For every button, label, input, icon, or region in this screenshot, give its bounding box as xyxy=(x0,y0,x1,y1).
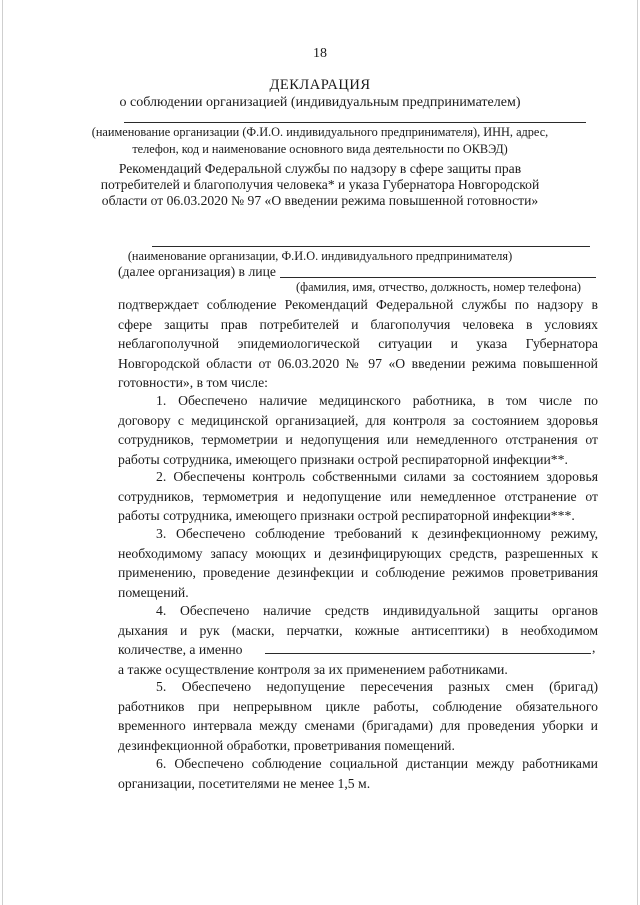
org-name-fill-line xyxy=(152,246,590,247)
item-line: 5. Обеспечено недопущение пересечения разных смен (бригад) xyxy=(156,679,598,694)
item-line: 1. Обеспечено наличие медицинского работника, в том числе по xyxy=(156,393,598,408)
item-5 xyxy=(118,677,598,755)
ppe-fill-comma: , xyxy=(592,640,596,655)
intro-paragraph xyxy=(118,295,598,393)
intro-line: Новгородской области от 06.03.2020 № 97 «О введении режима повышенной xyxy=(118,355,598,371)
item-line: 2. Обеспечены контроль собственными силами за состоянием здоровья xyxy=(156,469,598,484)
item-line: дезинфекционной обработки, проветривания помещений. xyxy=(118,737,455,753)
item-line: 4. Обеспечено наличие средств индивидуальной защиты органов xyxy=(156,603,598,618)
intro-line: готовности», в том числе: xyxy=(118,375,268,391)
item-3 xyxy=(118,524,598,602)
item-6 xyxy=(118,754,598,793)
intro-line: сфере защиты прав потребителей и благополучия человека в условиях xyxy=(118,316,598,332)
item-line: 3. Обеспечено соблюдение требований к дезинфекционному режиму, xyxy=(156,526,598,541)
person-caption: (фамилия, имя, отчество, должность, номер телефона) xyxy=(296,280,582,294)
item-line: дыхания и рук (маски, перчатки, кожные антисептики) в необходимом xyxy=(118,622,598,638)
document-title: ДЕКЛАРАЦИЯ xyxy=(269,77,371,93)
item-line: работы сотрудника, имеющего признаки острой респираторной инфекции**. xyxy=(118,451,568,467)
item-line: применению, проведение дезинфекции и соблюдение режимов проветривания xyxy=(118,565,598,581)
item-line: работников при непрерывном цикле работы, соблюдение обязательного xyxy=(118,698,598,714)
item-line: 6. Обеспечено соблюдение социальной дистанции между работниками xyxy=(156,756,598,771)
ppe-fill-line xyxy=(265,653,591,654)
item-2 xyxy=(118,467,598,526)
item-line: количестве, а именно xyxy=(118,642,243,658)
item-line: работы сотрудника, имеющего признаки острой респираторной инфекции***. xyxy=(118,508,575,524)
item-line: сотрудников, термометрия и недопущение или немедленное отстранение от xyxy=(118,488,598,504)
recommendations-heading-line-2: потребителей и благополучия человека* и указа Губернатора Новгородской xyxy=(100,177,540,192)
page-number: 18 xyxy=(313,46,327,61)
item-line: организации, посетителями не менее 1,5 м. xyxy=(118,775,371,791)
org-caption-line-2: телефон, код и наименование основного вида деятельности по ОКВЭД) xyxy=(132,142,508,156)
item-line: сотрудников, термометрии и недопущения или немедленного отстранения от xyxy=(118,432,598,448)
recommendations-heading-line-1: Рекомендаций Федеральной службы по надзору в сфере защиты прав xyxy=(118,161,522,176)
document-subtitle: о соблюдении организацией (индивидуальным предпринимателем) xyxy=(119,95,521,110)
item-line: договору с медицинской организацией, для контроля за состоянием здоровья xyxy=(118,412,598,428)
item-line: необходимому запасу моющих и дезинфицирующих средств, разрешенных к xyxy=(118,545,598,561)
item-4 xyxy=(118,601,598,679)
person-prefix: (далее организация) в лице xyxy=(118,264,276,279)
recommendations-heading-line-3: области от 06.03.2020 № 97 «О введении режима повышенной готовности» xyxy=(101,193,539,208)
org-name-caption: (наименование организации, Ф.И.О. индивидуального предпринимателя) xyxy=(127,249,513,263)
intro-line: подтверждает соблюдение Рекомендаций Федеральной службы по надзору в xyxy=(118,297,598,312)
item-line: временного интервала между сменами (бригадами) для проведения уборки и xyxy=(118,718,598,734)
org-fill-line xyxy=(124,122,586,123)
org-caption-line-1: (наименование организации (Ф.И.О. индивидуального предпринимателя), ИНН, адрес, xyxy=(91,125,549,139)
item-line: а также осуществление контроля за их применением работниками. xyxy=(118,661,508,677)
item-line: помещений. xyxy=(118,584,189,600)
person-fill-line xyxy=(280,277,596,278)
intro-line: неблагополучной эпидемиологической ситуации и указа Губернатора xyxy=(118,336,598,352)
item-1 xyxy=(118,391,598,469)
